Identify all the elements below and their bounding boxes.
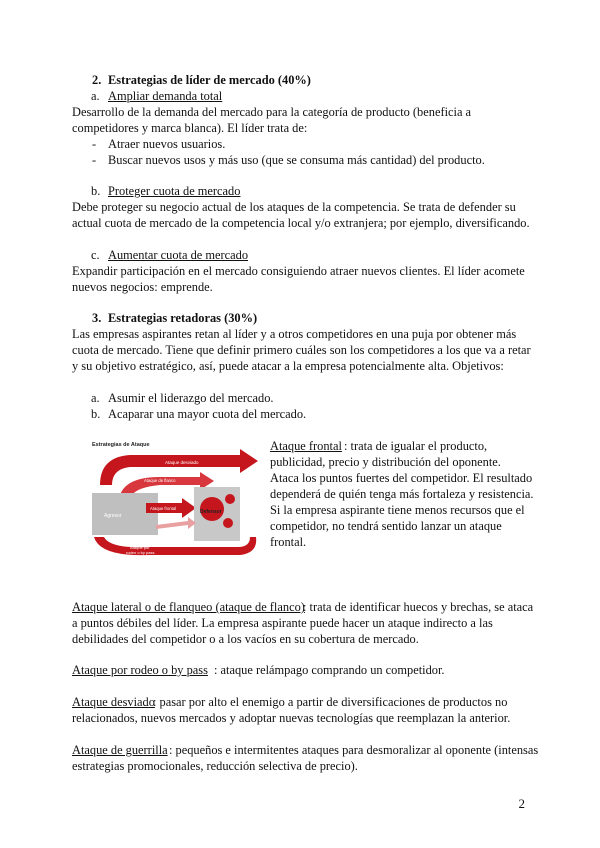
guerrilla-hit xyxy=(223,518,233,528)
section-title: Estrategias de líder de mercado (40%) xyxy=(108,73,311,87)
attack-strategies-figure xyxy=(90,437,262,559)
paragraph-line: : pequeños e intermitentes ataques para desmoralizar al oponente (intensas xyxy=(169,743,539,757)
attacker-box xyxy=(92,493,158,535)
paragraph-line: y su objetivo estratégico, así, puede atacar a la empresa potencialmente alta. Objetivos: xyxy=(72,359,504,373)
page-number: 2 xyxy=(518,796,525,811)
term-underlined: Ataque de guerrilla xyxy=(72,743,168,757)
figure-label-defender: Defensor xyxy=(200,509,222,515)
term-underlined: Ataque frontal xyxy=(270,439,342,453)
paragraph-line: Si la empresa aspirante tiene menos recursos que el xyxy=(270,503,525,517)
subsection-title: Proteger cuota de mercado xyxy=(108,184,241,198)
guerrilla-arrow xyxy=(156,517,196,529)
figure-label-flank: Ataque de flanco xyxy=(144,478,176,483)
paragraph-line: actual cuota de mercado de la competencia local y/o extranjera; por ejemplo, diversificando. xyxy=(72,216,530,230)
bullet-dash: - xyxy=(92,153,97,167)
paragraph-line: : ataque relámpago comprando un competidor. xyxy=(214,663,445,677)
paragraph-line: dependerá de quién tenga más fortaleza y resistencia. xyxy=(270,487,534,501)
figure-label-bypass-2: rodeo o by pass xyxy=(126,550,155,555)
figure-title: Estrategias de Ataque xyxy=(92,442,150,448)
subsection-title: Ampliar demanda total xyxy=(108,89,223,103)
section-number: 3. xyxy=(92,311,102,325)
figure-label-bypass-1: Ataque por xyxy=(130,545,150,550)
guerrilla-hit xyxy=(225,494,235,504)
paragraph-line: estrategias promocionales, reducción selectiva de precio). xyxy=(72,759,358,773)
section-number: 2. xyxy=(92,73,102,87)
attack-strategies-diagram xyxy=(90,437,262,559)
list-item: Acaparar una mayor cuota del mercado. xyxy=(108,407,307,421)
subsection-letter: a. xyxy=(91,89,100,103)
list-item: Asumir el liderazgo del mercado. xyxy=(108,391,274,405)
paragraph-line: competidor, no tendrá sentido lanzar un ataque xyxy=(270,519,502,533)
subsection-letter: b. xyxy=(91,184,101,198)
paragraph-line: competidores y marca blanca). El líder trata de: xyxy=(72,121,308,135)
paragraph-line: relacionados, nuevos mercados y adoptar nuevas tecnologías que reemplazan la anterior. xyxy=(72,711,511,725)
figure-label-front: Ataque frontal xyxy=(150,506,177,511)
paragraph-line: publicidad, precio y distribución del oponente. xyxy=(270,455,501,469)
bullet-item: Buscar nuevos usos y más uso (que se consuma más cantidad) del producto. xyxy=(108,153,485,167)
figure-label-attacker: Agresor xyxy=(104,513,122,519)
figure-label-guerrilla-1: Ataque de xyxy=(134,534,153,539)
paragraph-line: Ataca los puntos fuertes del competidor. El resultado xyxy=(270,471,533,485)
paragraph-line: : pasar por alto el enemigo a partir de diversificaciones de productos no xyxy=(153,695,508,709)
bullet-dash: - xyxy=(92,137,97,151)
section-title: Estrategias retadoras (30%) xyxy=(108,311,258,325)
paragraph-line: a puntos débiles del líder. La empresa aspirante puede hacer un ataque indirecto a las xyxy=(72,616,493,630)
paragraph-line: Desarrollo de la demanda del mercado para la categoría de producto (beneficia a xyxy=(72,105,472,119)
paragraph-line: : trata de identificar huecos y brechas, se ataca xyxy=(303,600,534,614)
subsection-letter: c. xyxy=(91,248,100,262)
term-underlined: Ataque desviado xyxy=(72,695,155,709)
paragraph-line: Las empresas aspirantes retan al líder y a otros competidores en una puja por obtener más xyxy=(72,327,517,341)
paragraph-line: nuevos negocios: emprende. xyxy=(72,280,213,294)
list-letter: a. xyxy=(91,391,100,405)
paragraph-line: debilidades del competidor o a los vacíos en su cobertura de mercado. xyxy=(72,632,419,646)
term-underlined: Ataque lateral o de flanqueo (ataque de flanco) xyxy=(72,600,305,614)
paragraph-line: cuota de mercado. Tiene que definir primero cuáles son los competidores a los que va a retar xyxy=(72,343,531,357)
term-underlined: Ataque por rodeo o by pass xyxy=(72,663,208,677)
list-letter: b. xyxy=(91,407,101,421)
subsection-title: Aumentar cuota de mercado xyxy=(108,248,249,262)
bullet-item: Atraer nuevos usuarios. xyxy=(108,137,226,151)
paragraph-line: : trata de igualar el producto, xyxy=(344,439,488,453)
figure-label-top: Ataque desviado xyxy=(165,460,199,465)
figure-label-guerrilla-2: guerrilla xyxy=(136,539,151,544)
paragraph-line: frontal. xyxy=(270,535,307,549)
paragraph-line: Expandir participación en el mercado consiguiendo atraer nuevos clientes. El líder acomete xyxy=(72,264,525,278)
paragraph-line: Debe proteger su negocio actual de los ataques de la competencia. Se trata de defender su xyxy=(72,200,516,214)
